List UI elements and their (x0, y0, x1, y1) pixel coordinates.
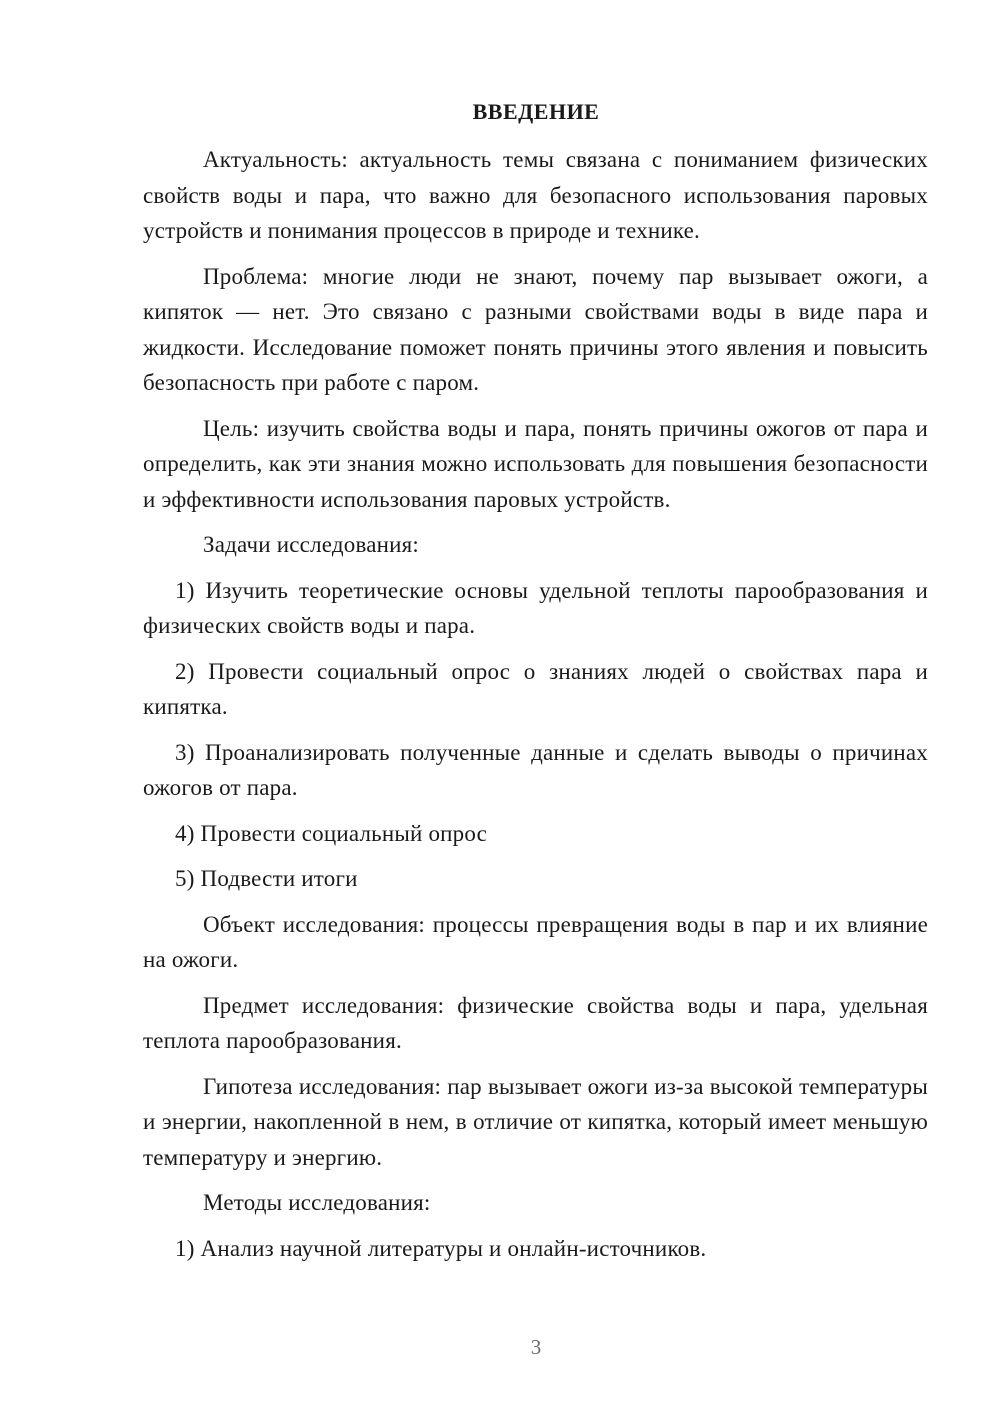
task-item-2: 2) Провести социальный опрос о знаниях людей о свойствах пара и кипятка. (143, 658, 928, 719)
paragraph-tasks-heading: Задачи исследования: (203, 532, 420, 557)
paragraph-goal: Цель: изучить свойства воды и пара, понять причины ожогов от пара и определить, как эти знания можно использовать для повышения безопасности и эффективности использования паровых устройств. (143, 415, 928, 512)
document-body (143, 142, 928, 1276)
section-title: ВВЕДЕНИЕ (472, 99, 600, 124)
paragraph-problem: Проблема: многие люди не знают, почему пар вызывает ожоги, а кипяток — нет. Это связано с разными свойствами воды в виде пара и жидкости. Исследование поможет понять причины этого явления и повысить безопасность при работе с паром. (143, 263, 928, 395)
task-item-1: 1) Изучить теоретические основы удельной теплоты парообразования и физических свойств воды и пара. (143, 577, 928, 638)
task-item-4: 4) Провести социальный опрос (175, 820, 488, 846)
paragraph-methods-heading: Методы исследования: (203, 1190, 431, 1215)
paragraph-hypothesis: Гипотеза исследования: пар вызывает ожоги из-за высокой температуры и энергии, накопленной в нем, в отличие от кипятка, который имеет меньшую температуру и энергию. (143, 1073, 928, 1170)
method-item-1: 1) Анализ научной литературы и онлайн-источников. (175, 1235, 707, 1261)
paragraph-object: Объект исследования: процессы превращения воды в пар и их влияние на ожоги. (143, 911, 928, 972)
task-item-3: 3) Проанализировать полученные данные и сделать выводы о причинах ожогов от пара. (143, 739, 928, 800)
paragraph-relevance: Актуальность: актуальность темы связана с пониманием физических свойств воды и пара, что важно для безопасного использования паровых устройств и понимания процессов в природе и технике. (143, 147, 928, 243)
task-item-5: 5) Подвести итоги (175, 866, 358, 891)
paragraph-subject: Предмет исследования: физические свойства воды и пара, удельная теплота парообразования. (143, 992, 928, 1053)
page-number: 3 (530, 1335, 542, 1359)
